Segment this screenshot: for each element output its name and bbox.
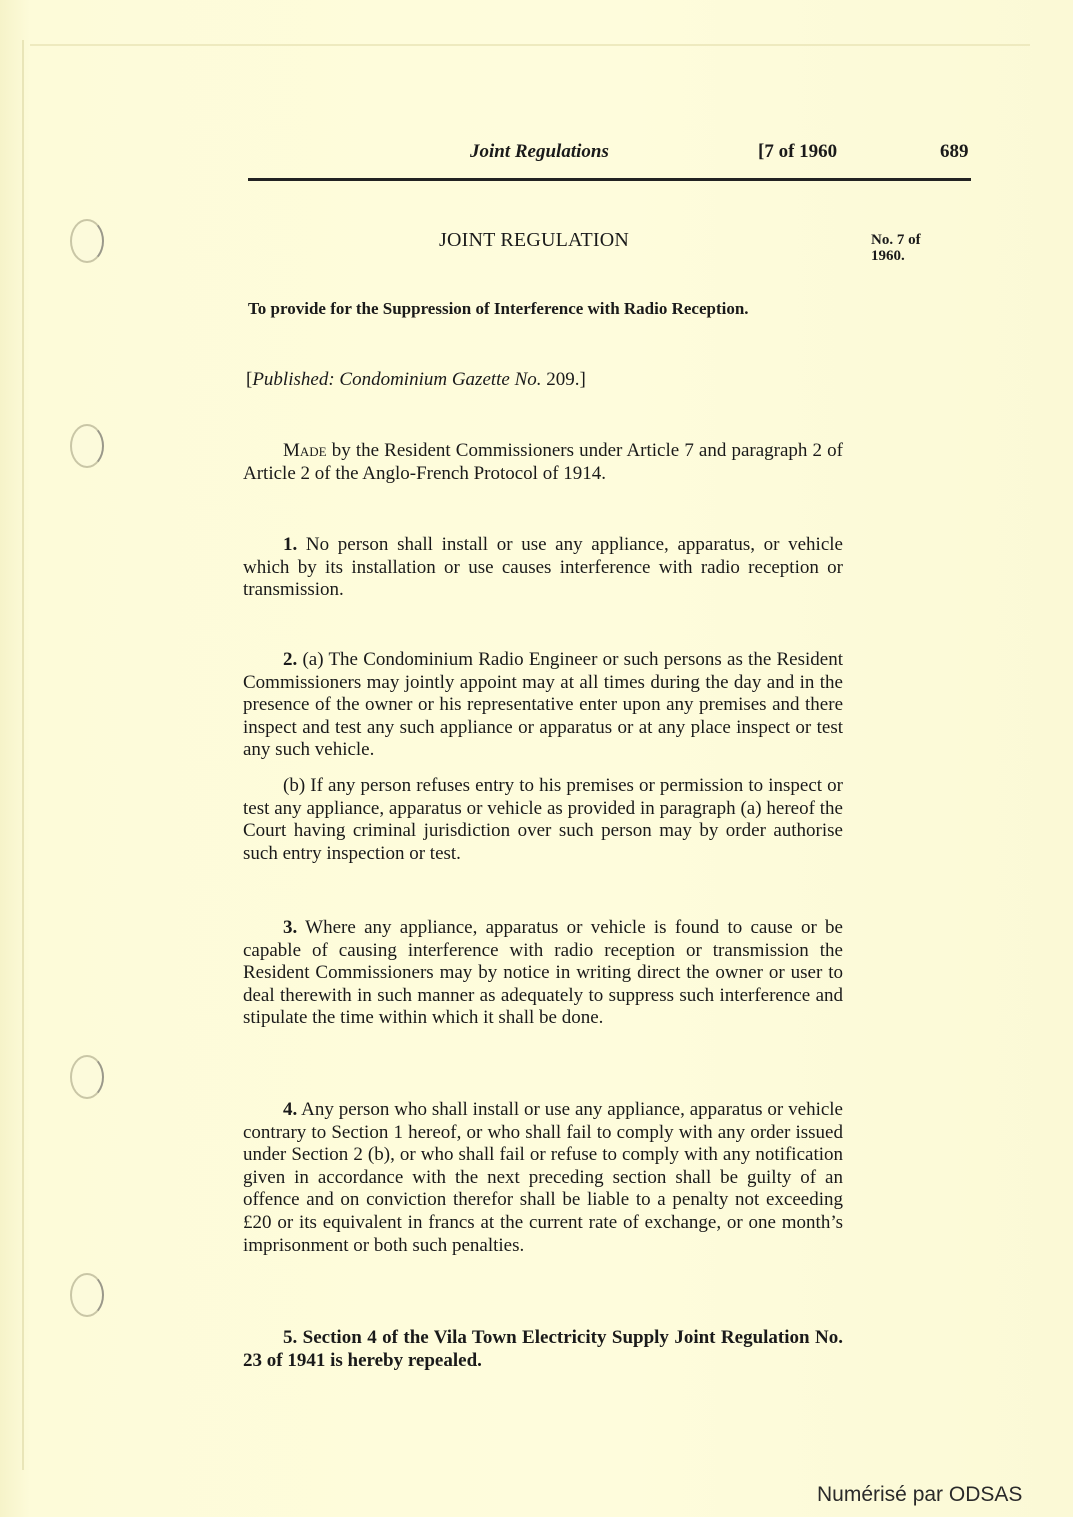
section-number: 5. <box>283 1327 298 1348</box>
running-header-reference: [7 of 1960 <box>758 141 838 162</box>
punch-hole-icon <box>70 424 104 468</box>
header-rule <box>248 178 971 181</box>
long-title: To provide for the Suppression of Interference with Radio Reception. <box>248 299 749 318</box>
section-2a <box>243 649 843 762</box>
section-1 <box>243 534 843 602</box>
section-5 <box>243 1327 843 1372</box>
margin-note: No. 7 of 1960. <box>871 232 921 264</box>
digitized-by-footer: Numérisé par ODSAS <box>817 1483 1023 1506</box>
punch-hole-icon <box>70 219 104 263</box>
section-number: 3. <box>283 917 298 938</box>
section-4 <box>243 1099 843 1257</box>
section-text: (a) The Condominium Radio Engineer or such persons as the Resident Commissioners may jointly appoint may at all times during the day and in the presence of the owner or his representative enter upon any premises and there inspect and test any such appliance or apparatus or at any place inspect or test any such vehicle. <box>243 649 843 761</box>
section-number: 4. <box>283 1099 298 1120</box>
enacting-formula <box>243 440 843 485</box>
page-top-edge <box>30 44 1030 46</box>
section-text: (b) If any person refuses entry to his premises or permission to inspect or test any appliance, apparatus or vehicle as provided in paragraph (a) hereof the Court having criminal jurisdiction over such person may by order authorise such entry inspection or test. <box>243 775 843 864</box>
section-text: Where any appliance, apparatus or vehicle is found to cause or be capable of causing interference with radio reception or transmission the Resident Commissioners may by notice in writing direct the owner or user to deal therewith in such manner as adequately to suppress such interference and stipulate the time within which it shall be done. <box>243 917 843 1029</box>
published-source: Condominium Gazette No. <box>339 369 542 390</box>
section-number: 1. <box>283 534 298 555</box>
punch-hole-icon <box>70 1055 104 1099</box>
section-text: Section 4 of the Vila Town Electricity Supply Joint Regulation No. 23 of 1941 is hereby repealed. <box>243 1327 843 1371</box>
page-number: 689 <box>940 141 969 162</box>
section-2b <box>243 775 843 865</box>
running-header-title: Joint Regulations <box>470 141 609 162</box>
published-number: 209.] <box>546 369 586 390</box>
punch-hole-icon <box>70 1273 104 1317</box>
section-number: 2. <box>283 649 298 670</box>
published-label: Published: <box>252 369 335 390</box>
section-text: No person shall install or use any appliance, apparatus, or vehicle which by its installation or use causes interference with radio reception or transmission. <box>243 534 843 601</box>
publication-note: [Published: Condominium Gazette No. 209.] <box>246 369 586 390</box>
page-left-edge <box>22 40 24 1470</box>
regulation-title: JOINT REGULATION <box>439 229 630 251</box>
section-3 <box>243 917 843 1030</box>
made-word: Made <box>283 440 327 461</box>
enacting-text: by the Resident Commissioners under Article 7 and paragraph 2 of Article 2 of the Anglo-French Protocol of 1914. <box>243 440 843 484</box>
section-text: Any person who shall install or use any appliance, apparatus or vehicle contrary to Section 1 hereof, or who shall fail to comply with any order issued under Section 2 (b), or who shall fail or refuse to comply with any notification given in accordance with the next preceding section shall be guilty of an offence and on conviction therefor shall be liable to a penalty not exceeding £20 or its equivalent in francs at the current rate of exchange, or one month’s imprisonment or both such penalties. <box>243 1099 843 1256</box>
